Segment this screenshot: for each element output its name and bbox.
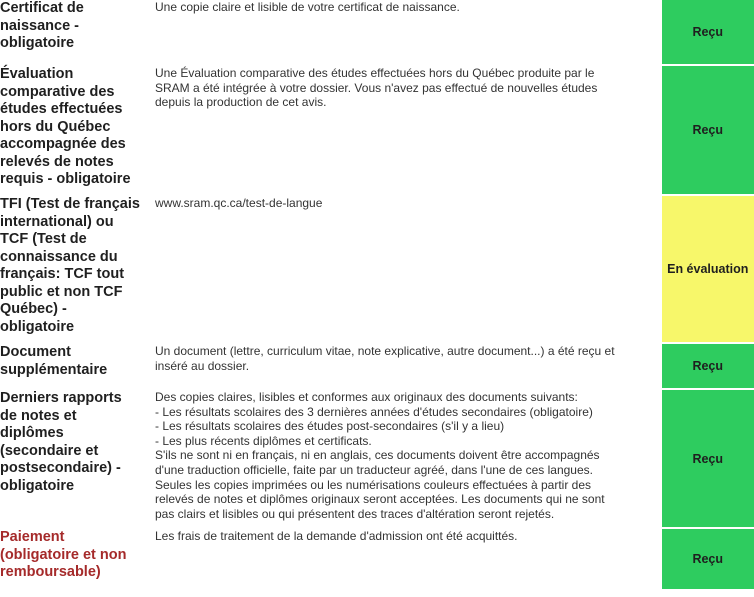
table-row-transcripts	[0, 389, 754, 528]
document-name: Document supplémentaire	[0, 343, 155, 389]
status-badge: Reçu	[661, 65, 754, 195]
document-description: Les frais de traitement de la demande d'admission ont été acquittés.	[155, 528, 661, 590]
table-row-payment	[0, 528, 754, 590]
status-badge: Reçu	[661, 343, 754, 389]
status-badge: En évaluation	[661, 195, 754, 343]
status-badge: Reçu	[661, 528, 754, 590]
table-row-additional-document	[0, 343, 754, 389]
status-badge: Reçu	[661, 389, 754, 528]
document-name: Derniers rapports de notes et diplômes (secondaire et postsecondaire) - obligatoire	[0, 389, 155, 528]
document-description: www.sram.qc.ca/test-de-langue	[155, 195, 661, 343]
document-name: Certificat de naissance - obligatoire	[0, 0, 155, 65]
table-row-comparative-evaluation	[0, 65, 754, 195]
table-row-language-test	[0, 195, 754, 343]
document-name: Évaluation comparative des études effectuées hors du Québec accompagnée des relevés de notes requis - obligatoire	[0, 65, 155, 195]
table-row-birth-certificate	[0, 0, 754, 65]
status-badge: Reçu	[661, 0, 754, 65]
document-name: Paiement (obligatoire et non remboursable)	[0, 528, 155, 590]
document-name: TFI (Test de français international) ou TCF (Test de connaissance du français: TCF tout public et non TCF Québec) - obligatoire	[0, 195, 155, 343]
document-description: Une copie claire et lisible de votre certificat de naissance.	[155, 0, 661, 65]
document-description: Un document (lettre, curriculum vitae, note explicative, autre document...) a été reçu et inséré au dossier.	[155, 343, 661, 389]
document-description: Une Évaluation comparative des études effectuées hors du Québec produite par le SRAM a été intégrée à votre dossier. Vous n'avez pas effectué de nouvelles études depuis la production de cet avis.	[155, 65, 661, 195]
document-description: Des copies claires, lisibles et conformes aux originaux des documents suivants: - Les résultats scolaires des 3 dernières années d'études secondaires (obligatoire) - Les résultats scolaires des études post-secondaires (s'il y a lieu) - Les plus récents diplômes et certificats. S'ils ne sont ni en français, ni en anglais, ces documents doivent être accompagnés d'une traduction officielle, faite par un traducteur agréé, dans l'une de ces langues. Seules les copies imprimées ou les numérisations couleurs effectuées à partir des relevés de notes et diplômes originaux seront acceptées. Les documents qui ne sont pas clairs et lisibles ou qui présentent des traces d'altération seront rejetés.	[155, 389, 661, 528]
